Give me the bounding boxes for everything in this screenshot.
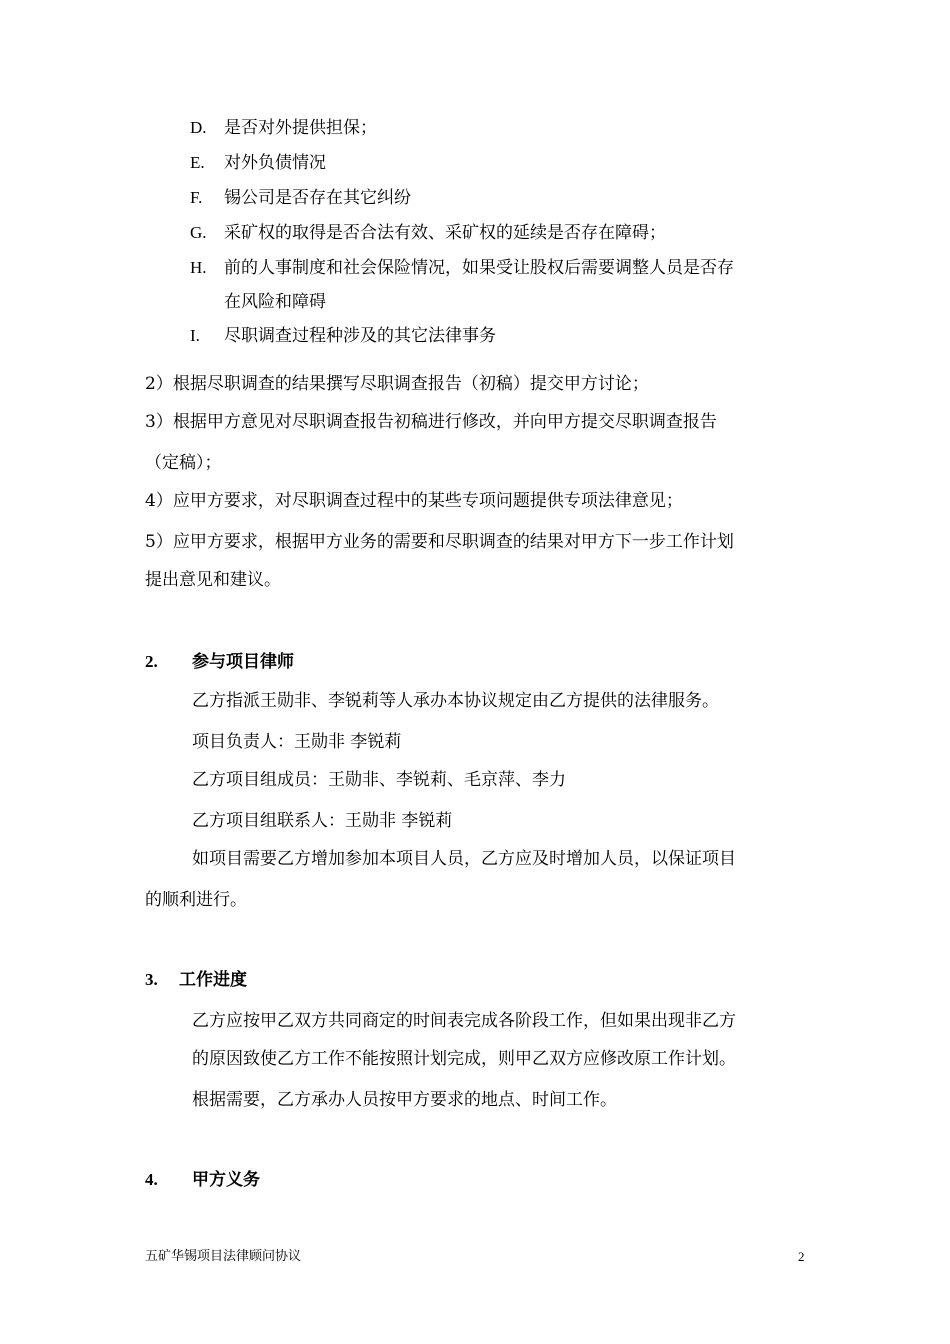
step-4: 4）应甲方要求，对尽职调查过程中的某些专项问题提供专项法律意见； bbox=[145, 491, 683, 511]
list-item bbox=[190, 222, 666, 244]
list-item bbox=[190, 152, 326, 174]
section-title: 参与项目律师 bbox=[192, 652, 294, 672]
section-title: 工作进度 bbox=[179, 970, 247, 990]
item-text: 采矿权的取得是否合法有效、采矿权的延续是否存在障碍； bbox=[224, 223, 666, 243]
paragraph-cont: 的原因致使乙方工作不能按照计划完成，则甲乙双方应修改原工作计划。 bbox=[192, 1049, 736, 1069]
step-3: 3）根据甲方意见对尽职调查报告初稿进行修改，并向甲方提交尽职调查报告 bbox=[145, 412, 717, 432]
list-item bbox=[190, 117, 377, 139]
item-label: G. bbox=[190, 223, 207, 242]
paragraph: 乙方应按甲乙双方共同商定的时间表完成各阶段工作，但如果出现非乙方 bbox=[192, 1011, 736, 1031]
item-label: I. bbox=[190, 326, 200, 345]
item-text: 锡公司是否存在其它纠纷 bbox=[224, 188, 411, 208]
section-number: 2. bbox=[145, 652, 158, 671]
section-3-heading bbox=[145, 969, 247, 991]
item-text: 对外负债情况 bbox=[224, 153, 326, 173]
item-text: 是否对外提供担保； bbox=[224, 118, 377, 138]
item-label: H. bbox=[190, 258, 207, 277]
list-item bbox=[190, 187, 411, 209]
item-text: 尽职调查过程种涉及的其它法律事务 bbox=[224, 326, 496, 346]
list-item-continuation bbox=[224, 291, 326, 313]
section-number: 3. bbox=[145, 970, 158, 989]
paragraph: 根据需要，乙方承办人员按甲方要求的地点、时间工作。 bbox=[192, 1090, 617, 1110]
project-leader: 项目负责人：王勋非 李锐莉 bbox=[192, 732, 402, 752]
page-number: 2 bbox=[798, 1249, 805, 1264]
section-2-heading bbox=[145, 651, 294, 673]
item-label: F. bbox=[190, 188, 203, 207]
section-number: 4. bbox=[145, 1170, 158, 1189]
step-3-cont: （定稿）； bbox=[145, 453, 222, 473]
team-members: 乙方项目组成员：王勋非、李锐莉、毛京萍、李力 bbox=[192, 770, 566, 790]
paragraph-cont: 的顺利进行。 bbox=[145, 890, 247, 910]
item-label: E. bbox=[190, 153, 205, 172]
footer-doc-title: 五矿华锡项目法律顾问协议 bbox=[145, 1249, 302, 1264]
item-text-cont: 在风险和障碍 bbox=[224, 292, 326, 312]
item-label: D. bbox=[190, 118, 207, 137]
list-item bbox=[190, 325, 496, 347]
section-title: 甲方义务 bbox=[192, 1170, 260, 1190]
item-text: 前的人事制度和社会保险情况，如果受让股权后需要调整人员是否存 bbox=[224, 258, 734, 278]
step-2: 2）根据尽职调查的结果撰写尽职调查报告（初稿）提交甲方讨论； bbox=[145, 374, 649, 394]
paragraph: 乙方指派王勋非、李锐莉等人承办本协议规定由乙方提供的法律服务。 bbox=[192, 691, 719, 711]
paragraph: 如项目需要乙方增加参加本项目人员，乙方应及时增加人员，以保证项目 bbox=[192, 849, 736, 869]
step-5-cont: 提出意见和建议。 bbox=[145, 570, 281, 590]
step-5: 5）应甲方要求，根据甲方业务的需要和尽职调查的结果对甲方下一步工作计划 bbox=[145, 532, 734, 552]
team-contact: 乙方项目组联系人：王勋非 李锐莉 bbox=[192, 811, 453, 831]
list-item bbox=[190, 257, 734, 279]
section-4-heading bbox=[145, 1169, 260, 1191]
